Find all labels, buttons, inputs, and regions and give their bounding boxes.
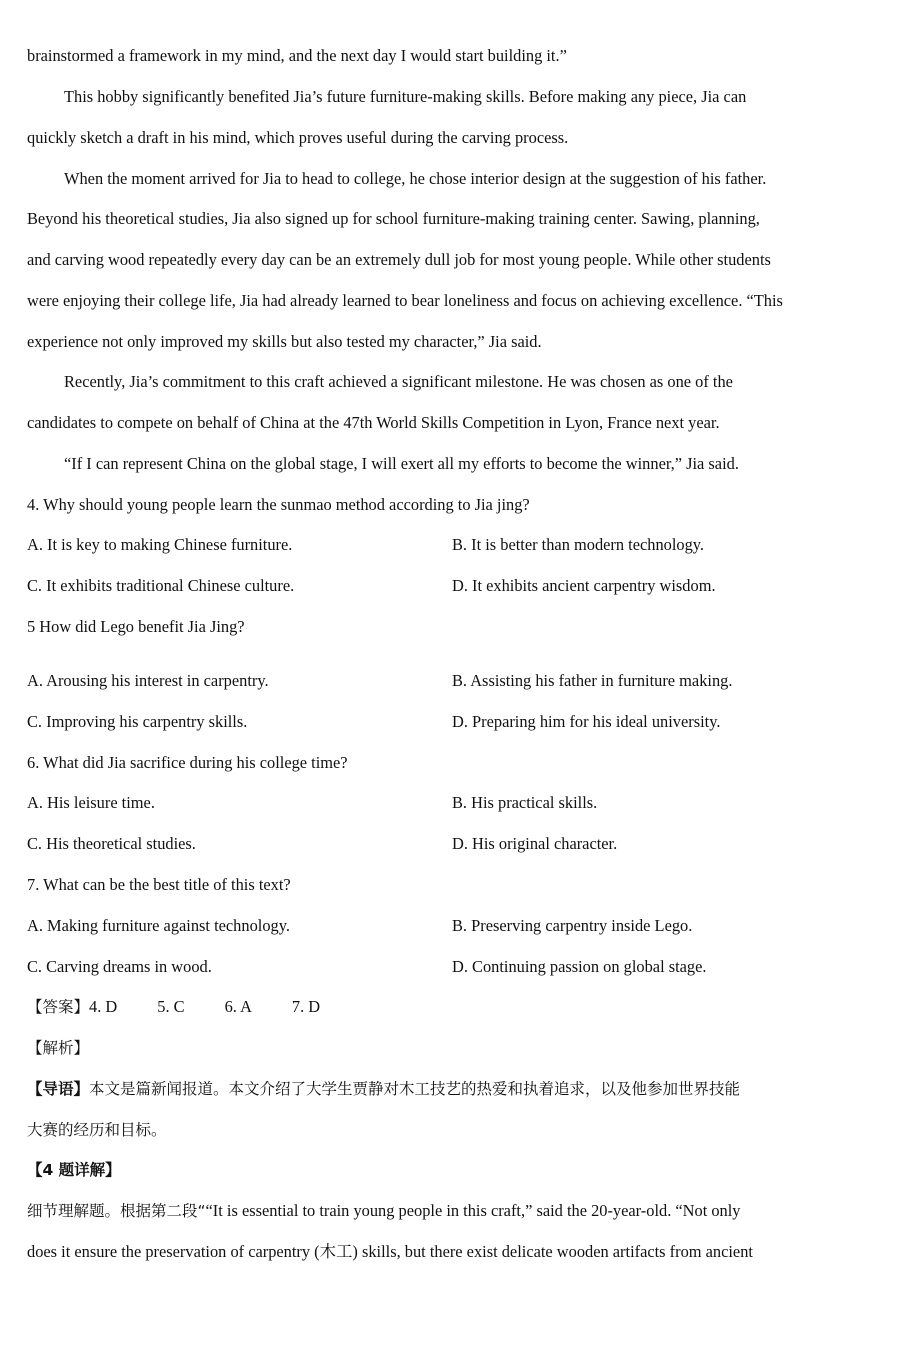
question-stem: 6. What did Jia sacrifice during his college time? xyxy=(27,753,348,772)
answer-item: 4. D xyxy=(89,997,118,1016)
guide-line xyxy=(27,1077,873,1101)
passage-line: and carving wood repeatedly every day can be an extremely dull job for most young people. While other students xyxy=(27,250,771,269)
passage-line: “If I can represent China on the global stage, I will exert all my efforts to become the winner,” Jia said. xyxy=(64,454,739,473)
q4-detail-line xyxy=(27,1199,873,1223)
question-stem: 7. What can be the best title of this text? xyxy=(27,875,291,894)
guide-text: 本文是篇新闻报道。本文介绍了大学生贾静对木工技艺的热爱和执着追求，以及他参加世界技能 xyxy=(89,1080,741,1098)
option-d: D. Preparing him for his ideal university. xyxy=(452,712,721,731)
answer-line xyxy=(27,995,873,1019)
guide-text-cont: 大赛的经历和目标。 xyxy=(27,1121,167,1139)
option-d: D. Continuing passion on global stage. xyxy=(452,957,707,976)
option-b: B. His practical skills. xyxy=(452,793,598,812)
passage-line: Recently, Jia’s commitment to this craft achieved a significant milestone. He was chosen as one of the xyxy=(64,372,733,391)
option-a: A. Making furniture against technology. xyxy=(27,916,290,935)
option-c: C. Carving dreams in wood. xyxy=(27,957,212,976)
question-stem: 4. Why should young people learn the sunmao method according to Jia jing? xyxy=(27,495,530,514)
passage-line: This hobby significantly benefited Jia’s future furniture-making skills. Before making any piece, Jia can xyxy=(64,87,747,106)
answer-item: 7. D xyxy=(291,997,321,1016)
option-b: B. Assisting his father in furniture making. xyxy=(452,671,733,690)
option-d: D. His original character. xyxy=(452,834,618,853)
passage-line: brainstormed a framework in my mind, and the next day I would start building it.” xyxy=(27,46,567,65)
answer-item: 6. A xyxy=(224,997,252,1016)
q4-detail-heading: 【4 题详解】 xyxy=(27,1161,121,1179)
option-a: A. It is key to making Chinese furniture. xyxy=(27,535,293,554)
passage-line: candidates to compete on behalf of China at the 47th World Skills Competition in Lyon, France next year. xyxy=(27,413,720,432)
option-d: D. It exhibits ancient carpentry wisdom. xyxy=(452,576,716,595)
option-a: A. Arousing his interest in carpentry. xyxy=(27,671,269,690)
analysis-heading: 【解析】 xyxy=(27,1039,90,1057)
answer-item: 5. C xyxy=(157,997,185,1016)
q4-detail-en: “It is essential to train young people in this craft,” said the 20-year-old. “Not only xyxy=(205,1201,741,1220)
option-a: A. His leisure time. xyxy=(27,793,155,812)
passage-line: experience not only improved my skills but also tested my character,” Jia said. xyxy=(27,332,542,351)
q4-detail-line: does it ensure the preservation of carpentry (木工) skills, but there exist delicate wooden artifacts from ancient xyxy=(27,1242,753,1261)
option-c: C. It exhibits traditional Chinese culture. xyxy=(27,576,295,595)
q4-detail-cn: 细节理解题。根据第二段“ xyxy=(27,1202,206,1220)
passage-line: were enjoying their college life, Jia had already learned to bear loneliness and focus on achieving excellence. “This xyxy=(27,291,783,310)
option-b: B. Preserving carpentry inside Lego. xyxy=(452,916,693,935)
option-c: C. Improving his carpentry skills. xyxy=(27,712,248,731)
passage-line: quickly sketch a draft in his mind, which proves useful during the carving process. xyxy=(27,128,569,147)
passage-line: Beyond his theoretical studies, Jia also signed up for school furniture-making training center. Sawing, planning, xyxy=(27,209,760,228)
guide-label: 【导语】 xyxy=(27,1080,90,1098)
option-c: C. His theoretical studies. xyxy=(27,834,196,853)
passage-line: When the moment arrived for Jia to head to college, he chose interior design at the suggestion of his father. xyxy=(64,169,767,188)
option-b: B. It is better than modern technology. xyxy=(452,535,705,554)
question-stem: 5 How did Lego benefit Jia Jing? xyxy=(27,617,245,636)
answer-label: 【答案】 xyxy=(27,998,90,1016)
